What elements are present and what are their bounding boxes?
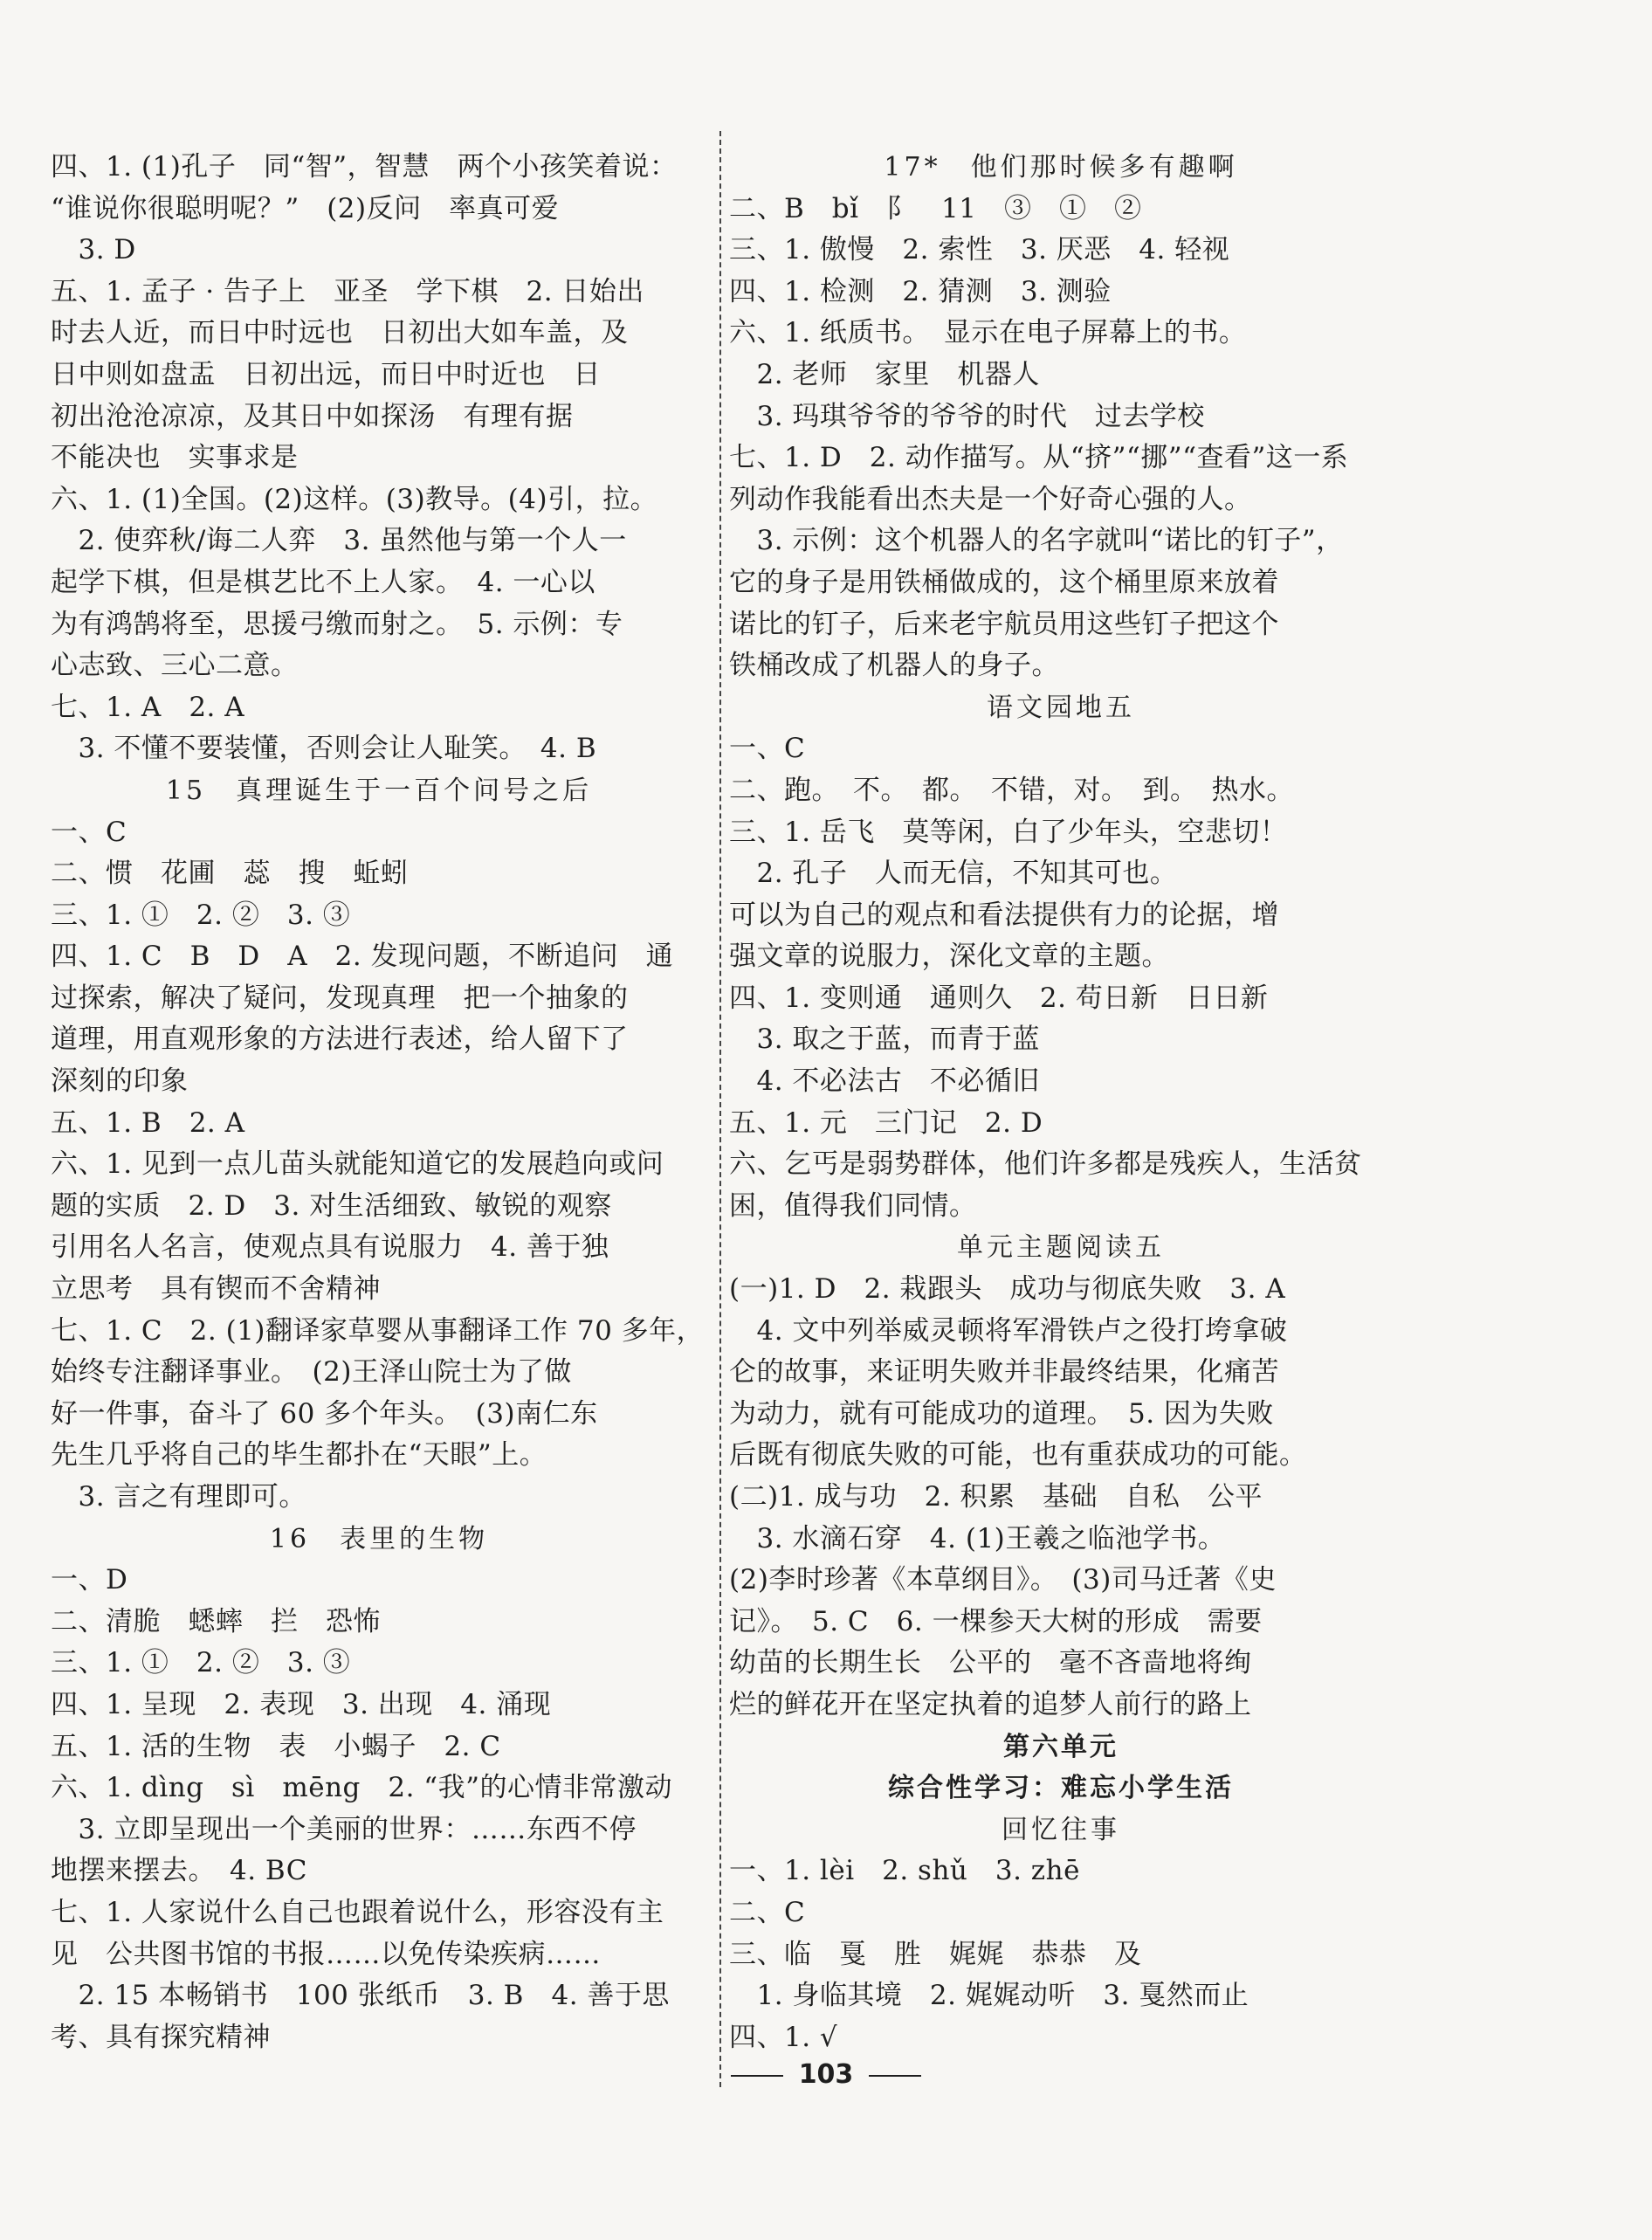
answer-line: 二、C: [729, 1896, 806, 1928]
answer-line: 2. 15 本畅销书 100 张纸币 3. B 4. 善于思: [51, 1980, 670, 2012]
page-number: 103: [798, 2059, 854, 2090]
answer-line: 仑的故事，来证明失败并非最终结果，化痛苦: [729, 1356, 1279, 1389]
answer-line: 四、1. 变则通 通则久 2. 苟日新 日日新: [729, 982, 1269, 1014]
answer-line: 3. 取之于蓝，而青于蓝: [729, 1024, 1040, 1056]
answer-line: 一、C: [729, 733, 806, 765]
answer-line: 4. 文中列举威灵顿将军滑铁卢之役打垮拿破: [729, 1314, 1288, 1347]
answer-line: 3. 立即呈现出一个美丽的世界：……东西不停: [51, 1813, 637, 1845]
answer-line: 立思考 具有锲而不舍精神: [51, 1273, 381, 1306]
answer-line: 四、1. √: [729, 2021, 838, 2053]
answer-line: 烂的鲜花开在坚定执着的追梦人前行的路上: [729, 1688, 1252, 1720]
answer-line: 先生几乎将自己的毕生都扑在“天眼”上。: [51, 1439, 547, 1472]
answer-line: 二、清脆 蟋蟀 拦 恐怖: [51, 1605, 381, 1637]
answer-line: 2. 使弈秋/诲二人弈 3. 虽然他与第一个人一: [51, 525, 627, 557]
answer-line: 四、1. C B D A 2. 发现问题，不断追问 通: [51, 941, 674, 973]
answer-line: 幼苗的长期生长 公平的 毫不吝啬地将绚: [729, 1647, 1252, 1679]
answer-line: 地摆来摆去。 4. BC: [51, 1855, 308, 1887]
answer-line: 七、1. C 2. (1)翻译家草婴从事翻译工作 70 多年，: [51, 1314, 705, 1347]
answer-line: 深刻的印象: [51, 1065, 189, 1098]
answer-line: 列动作我能看出杰夫是一个好奇心强的人。: [729, 483, 1252, 515]
answer-line: 见 公共图书馆的书报……以免传染疾病……: [51, 1938, 601, 1970]
answer-line: (二)1. 成与功 2. 积累 基础 自私 公平: [729, 1481, 1263, 1513]
answer-line: 日中则如盘盂 日初出远，而日中时近也 日: [51, 358, 601, 390]
answer-line: 六、1. dìng sì mēng 2. “我”的心情非常激动: [51, 1772, 672, 1804]
answer-line: 六、1. (1)全国。(2)这样。(3)教导。(4)引，拉。: [51, 483, 658, 515]
section-title: 16 表里的生物: [269, 1523, 489, 1554]
answer-line: 2. 孔子 人而无信，不知其可也。: [729, 858, 1178, 890]
answer-line: 一、1. lèi 2. shǔ 3. zhē: [729, 1855, 1080, 1887]
answer-line: 三、1. 岳飞 莫等闲，白了少年头，空悲切！: [729, 816, 1288, 848]
answer-line: 为动力，就有可能成功的道理。 5. 因为失败: [729, 1397, 1274, 1430]
right-column: [729, 147, 1393, 2058]
answer-line: 六、1. 纸质书。 显示在电子屏幕上的书。: [729, 317, 1247, 349]
answer-line: 时去人近，而日中时远也 日初出大如车盖，及: [51, 317, 629, 349]
answer-line: 三、1. ① 2. ② 3. ③: [51, 1647, 351, 1679]
answer-line: 五、1. 孟子 · 告子上 亚圣 学下棋 2. 日始出: [51, 275, 644, 307]
answer-line: 3. 玛琪爷爷的爷爷的时代 过去学校: [729, 400, 1205, 432]
answer-line: 三、临 戛 胜 娓娓 恭恭 及: [729, 1938, 1142, 1970]
answer-line: 题的实质 2. D 3. 对生活细致、敏锐的观察: [51, 1189, 612, 1222]
column-divider: [719, 131, 721, 2087]
answer-line: 七、1. 人家说什么自己也跟着说什么，形容没有主: [51, 1896, 664, 1928]
answer-line: 3. D: [51, 234, 136, 266]
page-footer: [0, 2059, 1652, 2090]
answer-line: 六、1. 见到一点儿苗头就能知道它的发展趋向或问: [51, 1148, 664, 1181]
answer-line: 三、1. ① 2. ② 3. ③: [51, 899, 351, 931]
answer-line: 始终专注翻译事业。 (2)王泽山院士为了做: [51, 1356, 572, 1389]
answer-line: 考、具有探究精神: [51, 2021, 271, 2053]
section-title: 15 真理诞生于一百个问号之后: [165, 775, 593, 806]
left-column: [51, 147, 707, 2058]
answer-line: 诺比的钉子，后来老宇航员用这些钉子把这个: [729, 608, 1279, 640]
answer-line: 强文章的说服力，深化文章的主题。: [729, 941, 1169, 973]
answer-line: 二、惯 花圃 蕊 搜 蚯蚓: [51, 858, 409, 890]
section-title: 17* 他们那时候多有趣啊: [884, 152, 1238, 183]
answer-line: 起学下棋，但是棋艺比不上人家。 4. 一心以: [51, 566, 595, 598]
footer-dash-left: [731, 2075, 783, 2077]
answer-line: 四、1. 检测 2. 猜测 3. 测验: [729, 275, 1112, 307]
answer-line: (2)李时珍著《本草纲目》。 (3)司马迁著《史: [729, 1564, 1277, 1596]
footer-dash-right: [869, 2075, 921, 2077]
answer-line: 心志致、三心二意。: [51, 650, 299, 682]
answer-line: 四、1. 呈现 2. 表现 3. 出现 4. 涌现: [51, 1688, 552, 1720]
answer-line: 3. 示例：这个机器人的名字就叫“诺比的钉子”，: [729, 525, 1344, 557]
answer-line: 记》。 5. C 6. 一棵参天大树的形成 需要: [729, 1605, 1263, 1637]
answer-line: (一)1. D 2. 栽跟头 成功与彻底失败 3. A: [729, 1273, 1286, 1306]
answer-line: 3. 不懂不要装懂，否则会让人耻笑。 4. B: [51, 733, 597, 765]
answer-line: 一、D: [51, 1564, 128, 1596]
answer-line: 五、1. 活的生物 表 小蝎子 2. C: [51, 1730, 501, 1762]
answer-line: 困，值得我们同情。: [729, 1189, 977, 1222]
answer-line: 可以为自己的观点和看法提供有力的论据，增: [729, 899, 1279, 931]
answer-line: 不能决也 实事求是: [51, 442, 299, 474]
answer-line: 后既有彻底失败的可能，也有重获成功的可能。: [729, 1439, 1307, 1472]
answer-line: 二、B bǐ 阝 11 ③ ① ②: [729, 192, 1142, 224]
answer-line: 四、1. (1)孔子 同“智”，智慧 两个小孩笑着说：: [51, 151, 678, 183]
answer-line: 3. 水滴石穿 4. (1)王羲之临池学书。: [729, 1522, 1226, 1554]
answer-line: 4. 不必法古 不必循旧: [729, 1065, 1040, 1098]
answer-line: 道理，用直观形象的方法进行表述，给人留下了: [51, 1024, 629, 1056]
answer-line: 3. 言之有理即可。: [51, 1481, 306, 1513]
answer-line: 二、跑。 不。 都。 不错，对。 到。 热水。: [729, 774, 1294, 806]
answer-line: 五、1. B 2. A: [51, 1106, 245, 1139]
answer-line: 初出沧沧凉凉，及其日中如探汤 有理有据: [51, 400, 574, 432]
answer-line: 六、乞丐是弱势群体，他们许多都是残疾人，生活贫: [729, 1148, 1362, 1181]
unit-heading: 第六单元: [1003, 1731, 1119, 1762]
answer-line: 好一件事，奋斗了 60 多个年头。 (3)南仁东: [51, 1397, 598, 1430]
answer-line: 铁桶改成了机器人的身子。: [729, 650, 1059, 682]
answer-line: 引用名人名言，使观点具有说服力 4. 善于独: [51, 1231, 609, 1264]
answer-line: “谁说你很聪明呢？” (2)反问 率真可爱: [51, 192, 560, 224]
answer-line: 它的身子是用铁桶做成的，这个桶里原来放着: [729, 566, 1279, 598]
answer-line: 七、1. D 2. 动作描写。从“挤”“挪”“查看”这一系: [729, 442, 1349, 474]
answer-line: 三、1. 傲慢 2. 索性 3. 厌恶 4. 轻视: [729, 234, 1230, 266]
section-title: 单元主题阅读五: [957, 1232, 1165, 1264]
answer-line: 五、1. 元 三门记 2. D: [729, 1106, 1043, 1139]
answer-line: 过探索，解决了疑问，发现真理 把一个抽象的: [51, 982, 629, 1014]
answer-line: 为有鸿鹄将至，思援弓缴而射之。 5. 示例：专: [51, 608, 623, 640]
answer-line: 七、1. A 2. A: [51, 691, 245, 723]
section-title: 回忆往事: [1002, 1814, 1120, 1845]
section-title: 语文园地五: [987, 692, 1135, 723]
unit-heading: 综合性学习：难忘小学生活: [888, 1773, 1234, 1804]
answer-line: 2. 老师 家里 机器人: [729, 358, 1040, 390]
answer-line: 1. 身临其境 2. 娓娓动听 3. 戛然而止: [729, 1980, 1249, 2012]
answer-line: 一、C: [51, 816, 127, 848]
